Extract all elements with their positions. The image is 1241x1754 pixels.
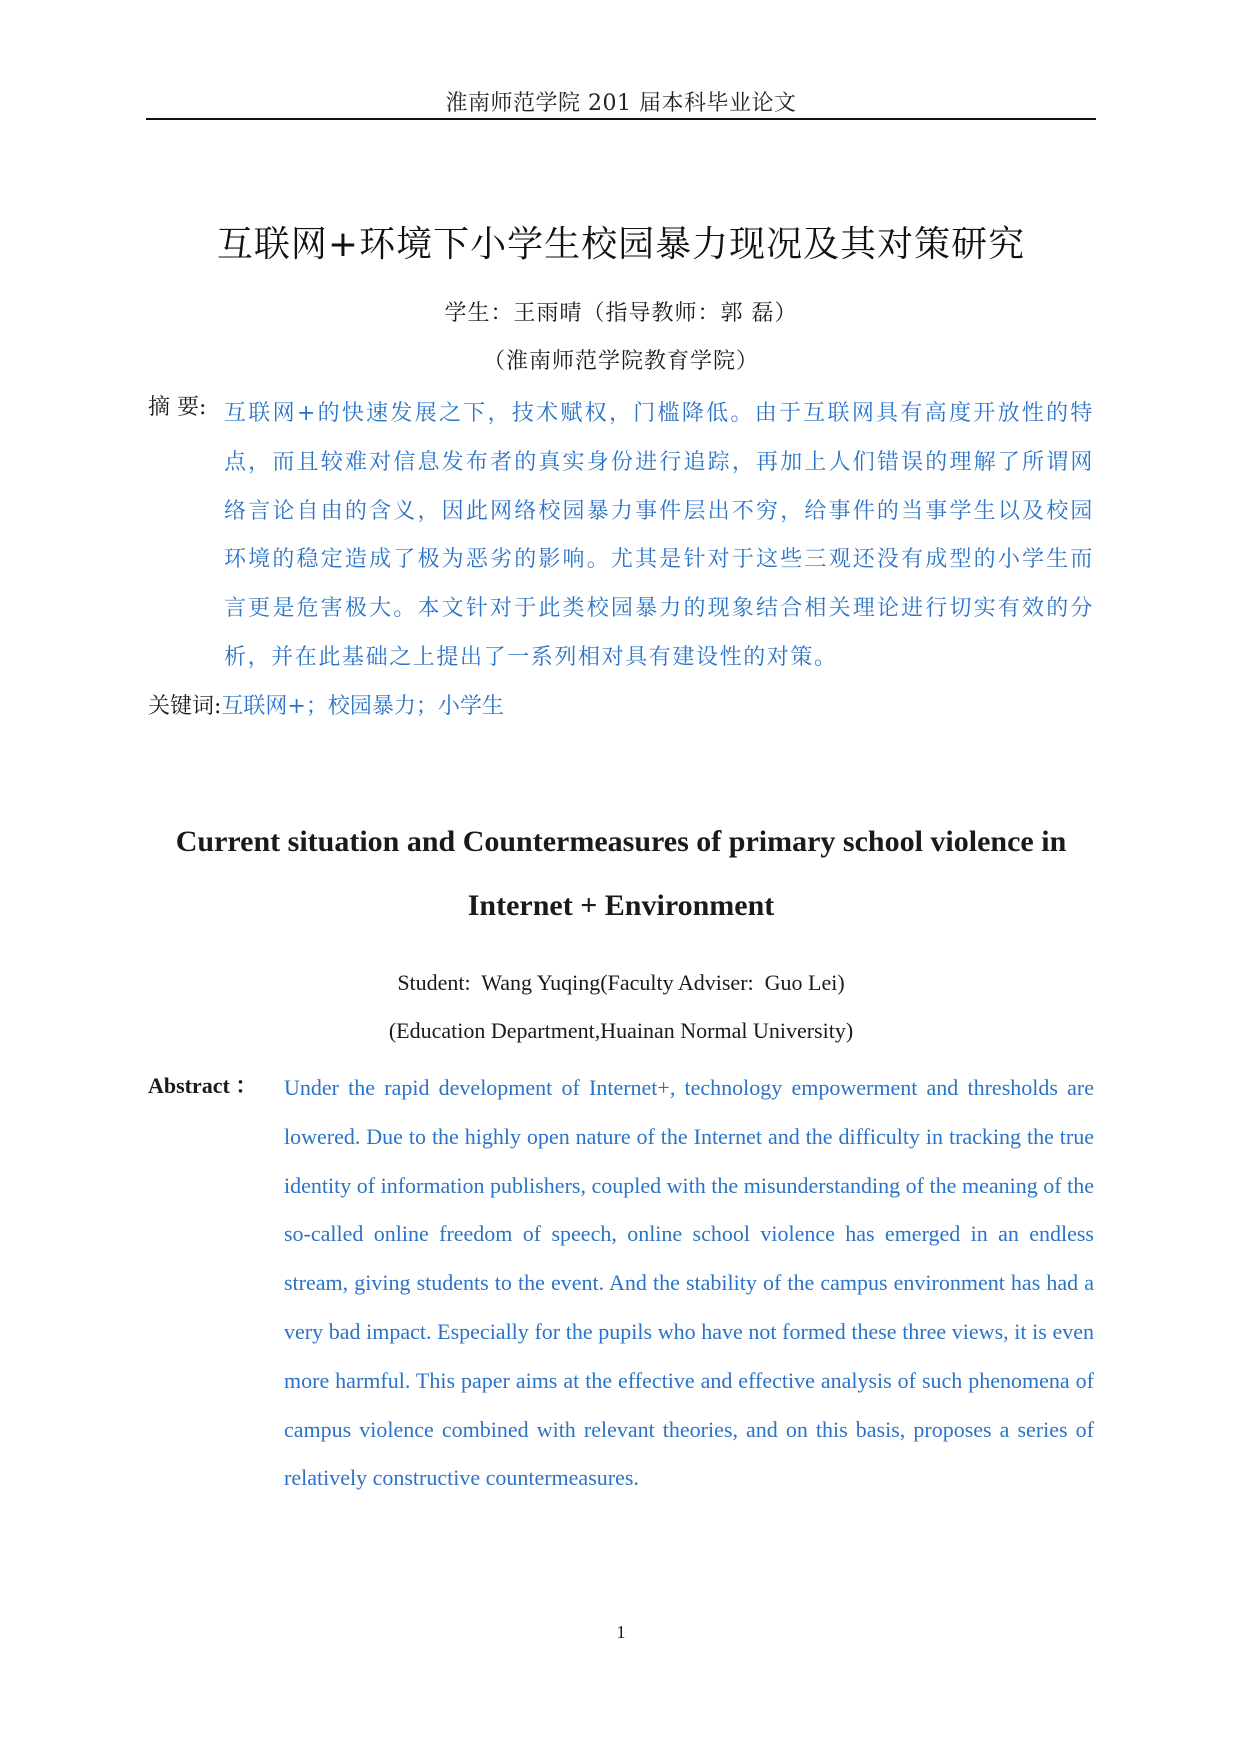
english-abstract-label: Abstract ： bbox=[148, 1073, 258, 1098]
chinese-title: 互联网+环境下小学生校园暴力现况及其对策研究 bbox=[216, 224, 1026, 265]
english-author-line: Student: Wang Yuqing(Faculty Adviser: Guo Lei) bbox=[397, 970, 845, 995]
running-header: 淮南师范学院 201 届本科毕业论文 bbox=[445, 91, 797, 116]
english-affiliation: (Education Department,Huainan Normal University) bbox=[388, 1018, 854, 1043]
chinese-author-line: 学生：王雨晴（指导教师：郭 磊） bbox=[444, 301, 798, 326]
chinese-abstract-text: 互联网+的快速发展之下，技术赋权，门槛降低。由于互联网具有高度开放性的特点，而且较难对信息发布者的真实身份进行追踪，再加上人们错误的理解了所谓网络言论自由的含义，因此网络校园暴力事件层出不穷，给事件的当事学生以及校园环境的稳定造成了极为恶劣的影响。尤其是针对于这些三观还没有成型的小学生而言更是危害极大。本文针对于此类校园暴力的现象结合相关理论进行切实有效的分析，并在此基础之上提出了一系列相对具有建设性的对策。 bbox=[224, 401, 1094, 670]
chinese-affiliation: （淮南师范学院教育学院） bbox=[482, 349, 759, 374]
chinese-abstract-label: 摘 要: bbox=[148, 395, 207, 420]
page-number: 1 bbox=[616, 1622, 626, 1642]
chinese-keywords-value: 互联网+；校园暴力；小学生 bbox=[221, 694, 504, 719]
header-rule bbox=[146, 118, 1096, 120]
chinese-keywords bbox=[148, 692, 504, 722]
chinese-keywords-label: 关键词: bbox=[148, 694, 222, 719]
english-title: Current situation and Countermeasures of primary school violence in Internet + Environment bbox=[175, 825, 1067, 922]
english-abstract-text: Under the rapid development of Internet+, technology empowerment and thresholds are lowered. Due to the highly open nature of the Internet and the difficulty in tracking the true identity of information publishers, coupled with the misunderstanding of the meaning of the so-called online freedom of speech, online school violence has emerged in an endless stream, giving students to the event. And the stability of the campus environment has had a very bad impact. Especially for the pupils who have not formed these three views, it is even more harmful. This paper aims at the effective and effective analysis of such phenomena of campus violence combined with relevant theories, and on this basis, proposes a series of relatively constructive countermeasures. bbox=[284, 1075, 1094, 1491]
